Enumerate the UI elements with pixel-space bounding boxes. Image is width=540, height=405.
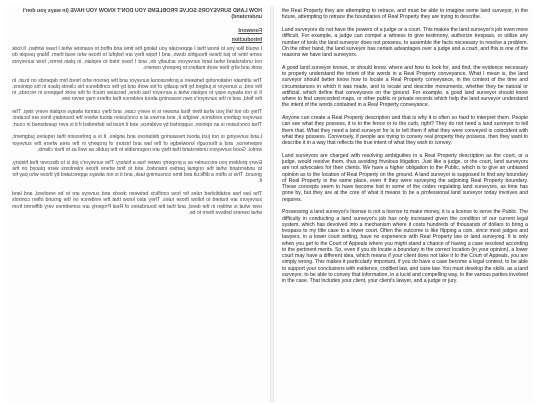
left-paragraph-3: They do not tell you what their final answer is in every case, and they cannot always explain every step. The surveyor gathers evidence, weighs it, and arrives at a conclusion about where the boundary lines are located. That conclusion is an opinion, supported by evidence, and it must be defended if it is ever questioned in court. xyxy=(12,109,262,128)
left-page-show-through xyxy=(6,6,268,403)
page-gutter xyxy=(270,6,274,403)
left-page-column xyxy=(6,6,268,216)
right-paragraph-3: A good land surveyor knows, or should know, where and how to look for, and find, the evidence necessary to properly understand the intent of the words in a Real Property conveyance. What I mean is, the land surveyor should better know how to locate a Real Property conveyance, in the context of the time and circumstances in which it was made, and to locate and describe monuments, whether they be natural or artificial, which define that conveyance on the ground. For example, a good land surveyor should know where to find unrecorded maps, or other public or private records which help the land surveyor understand the intent of the words contained in a Real Property conveyance. xyxy=(282,64,528,109)
left-paragraph-1: I would like you to know that I appreciate you taking the time and effort to examine what I have written. It took some time to put these thoughts down, and I hope they are helpful to those who read them. Many people do not understand what land surveyors actually do, and I have tried to explain, in plain terms, how surveyors work and why their work matters to property owners. xyxy=(12,46,262,71)
left-paragraph-6: The law has established rules for how conflicts between deeds and surveys are to be resolved, and land surveyors are trained to follow those rules. They also know that the evidence on the ground often controls over what is written in the deed, and that the boundaries of Real Property are sometimes very different from what owners believe them to be. xyxy=(12,191,262,216)
right-paragraph-5: Land surveyors are charged with resolving ambiguities in a Real Property description as the court, or a judge, would resolve them, thus avoiding frivolous litigation. Just like a judge, or the court, land surveyors are not advocates for their clients. We have a higher obligation to the Public, which is to give an unbiased opinion as to the location of Real Property on the ground. A land surveyor is supposed to find any boundary of Real Property in the same place, even if they were surveying the adjoining Real Property boundary. These concepts seem to have become lost in some of the codes regulating land surveyors, as time has gone by, but they are at the core of what it means to be a professional land surveyor today involves and requires. xyxy=(282,152,528,203)
document-title: HOW LAND SURVEYORS SOLVE PROBLEMS YOU DON'T KNOW YOU HAVE (in ways you don't understand) xyxy=(22,8,262,21)
left-paragraph-5: Every problem you encounter as a property owner has a history. The surveyor's job is to discover that history, to understand what the original parties intended, and to find where those intentions were placed on the ground. This is often a difficult and time consuming task, and it is not always appreciated by those who pay for it. xyxy=(12,159,262,185)
right-page xyxy=(276,6,534,403)
introduction-heading: Introduction xyxy=(231,36,262,43)
right-paragraph-6: Possessing a land surveyor's license is not a license to make money, it is a license to serve the Public. The difficulty in conducting a land surveyor's job has only increased given the condition of our current legal system, which has devolved into a mechanism where it costs hundreds of thousands of dollars to bring a trespass to my title case to a lower court. Often the outcome is like flipping a coin, since most judges and lawyers, in a lower court setting, have no experience with Real Property law or land surveying. It is only when you get to the Court of Appeals where you might stand a chance of having a case resolved according to the pertinent merits. So, even if you do locate a boundary in the correct location (in your opinion), a lower court may have a different idea, which means if your client does not take it to the Court of Appeals, you are simply wrong. This makes it particularly important, if you do have a case become a legal contest, to be able to support your conclusions with evidence, codified law, and case law. You must develop the skills, as a land surveyor, to be able to convey that information, in a lucid and compelling way, to the various parties involved in the case. That includes your client, your client's lawyer, and a judge or jury. xyxy=(282,209,528,284)
right-page-column xyxy=(276,6,534,284)
left-paragraph-2: The ultimate relationship between a professional surveyor and the person who hired him depends on trust. In the end, a surveyor is judged by the quality of his work and by the confidence his clients place in his opinions. It is not always easy to explain what a surveyor has done, because much of the work happens in records, in the field, and in the surveyor's own reasoning about evidence that others may never see. xyxy=(12,77,262,103)
right-paragraph-2: Land surveyors do not have the powers of a judge or a court. This makes the land surveyor's job even more difficult. For example, a judge can compel a witness to give testimony, authorize trespass, or utilize any number of tools the land surveyor does not possess, to assemble the facts necessary to resolve a problem. On the other hand, the land surveyor has certain advantages over a judge and a court, and this is one of the reasons we have land surveyors. xyxy=(282,27,528,58)
right-paragraph-4: Anyone can create a Real Property description and that is why it is often so hard to interpret them. People can see what they possess, it is to the fence or to the curb, right? They do not need a land surveyor to tell them that. What they need a land surveyor for is to tell them if what they were conveyed is coincident with what they possess. Conversely, if people are trying to convey real property they possess, then they want to describe it in a way that reflects the true intent of what they wish to convey. xyxy=(282,115,528,146)
right-paragraph-1: the Real Property they are attempting to retrace, and must be able to imagine some land surveyor, in the future, attempting to retrace the boundaries of Real Property they are trying to describe. xyxy=(282,8,528,21)
foreword-heading: Foreword xyxy=(238,27,262,34)
left-paragraph-4: Land surveying is not just about measuring distances and angles. It is a profession that requires judgment, experience, and a thorough knowledge of the law and history of property in the area where the surveyor works. Good surveyors understand that they are responsible to the public as well as to their clients. xyxy=(12,134,262,153)
